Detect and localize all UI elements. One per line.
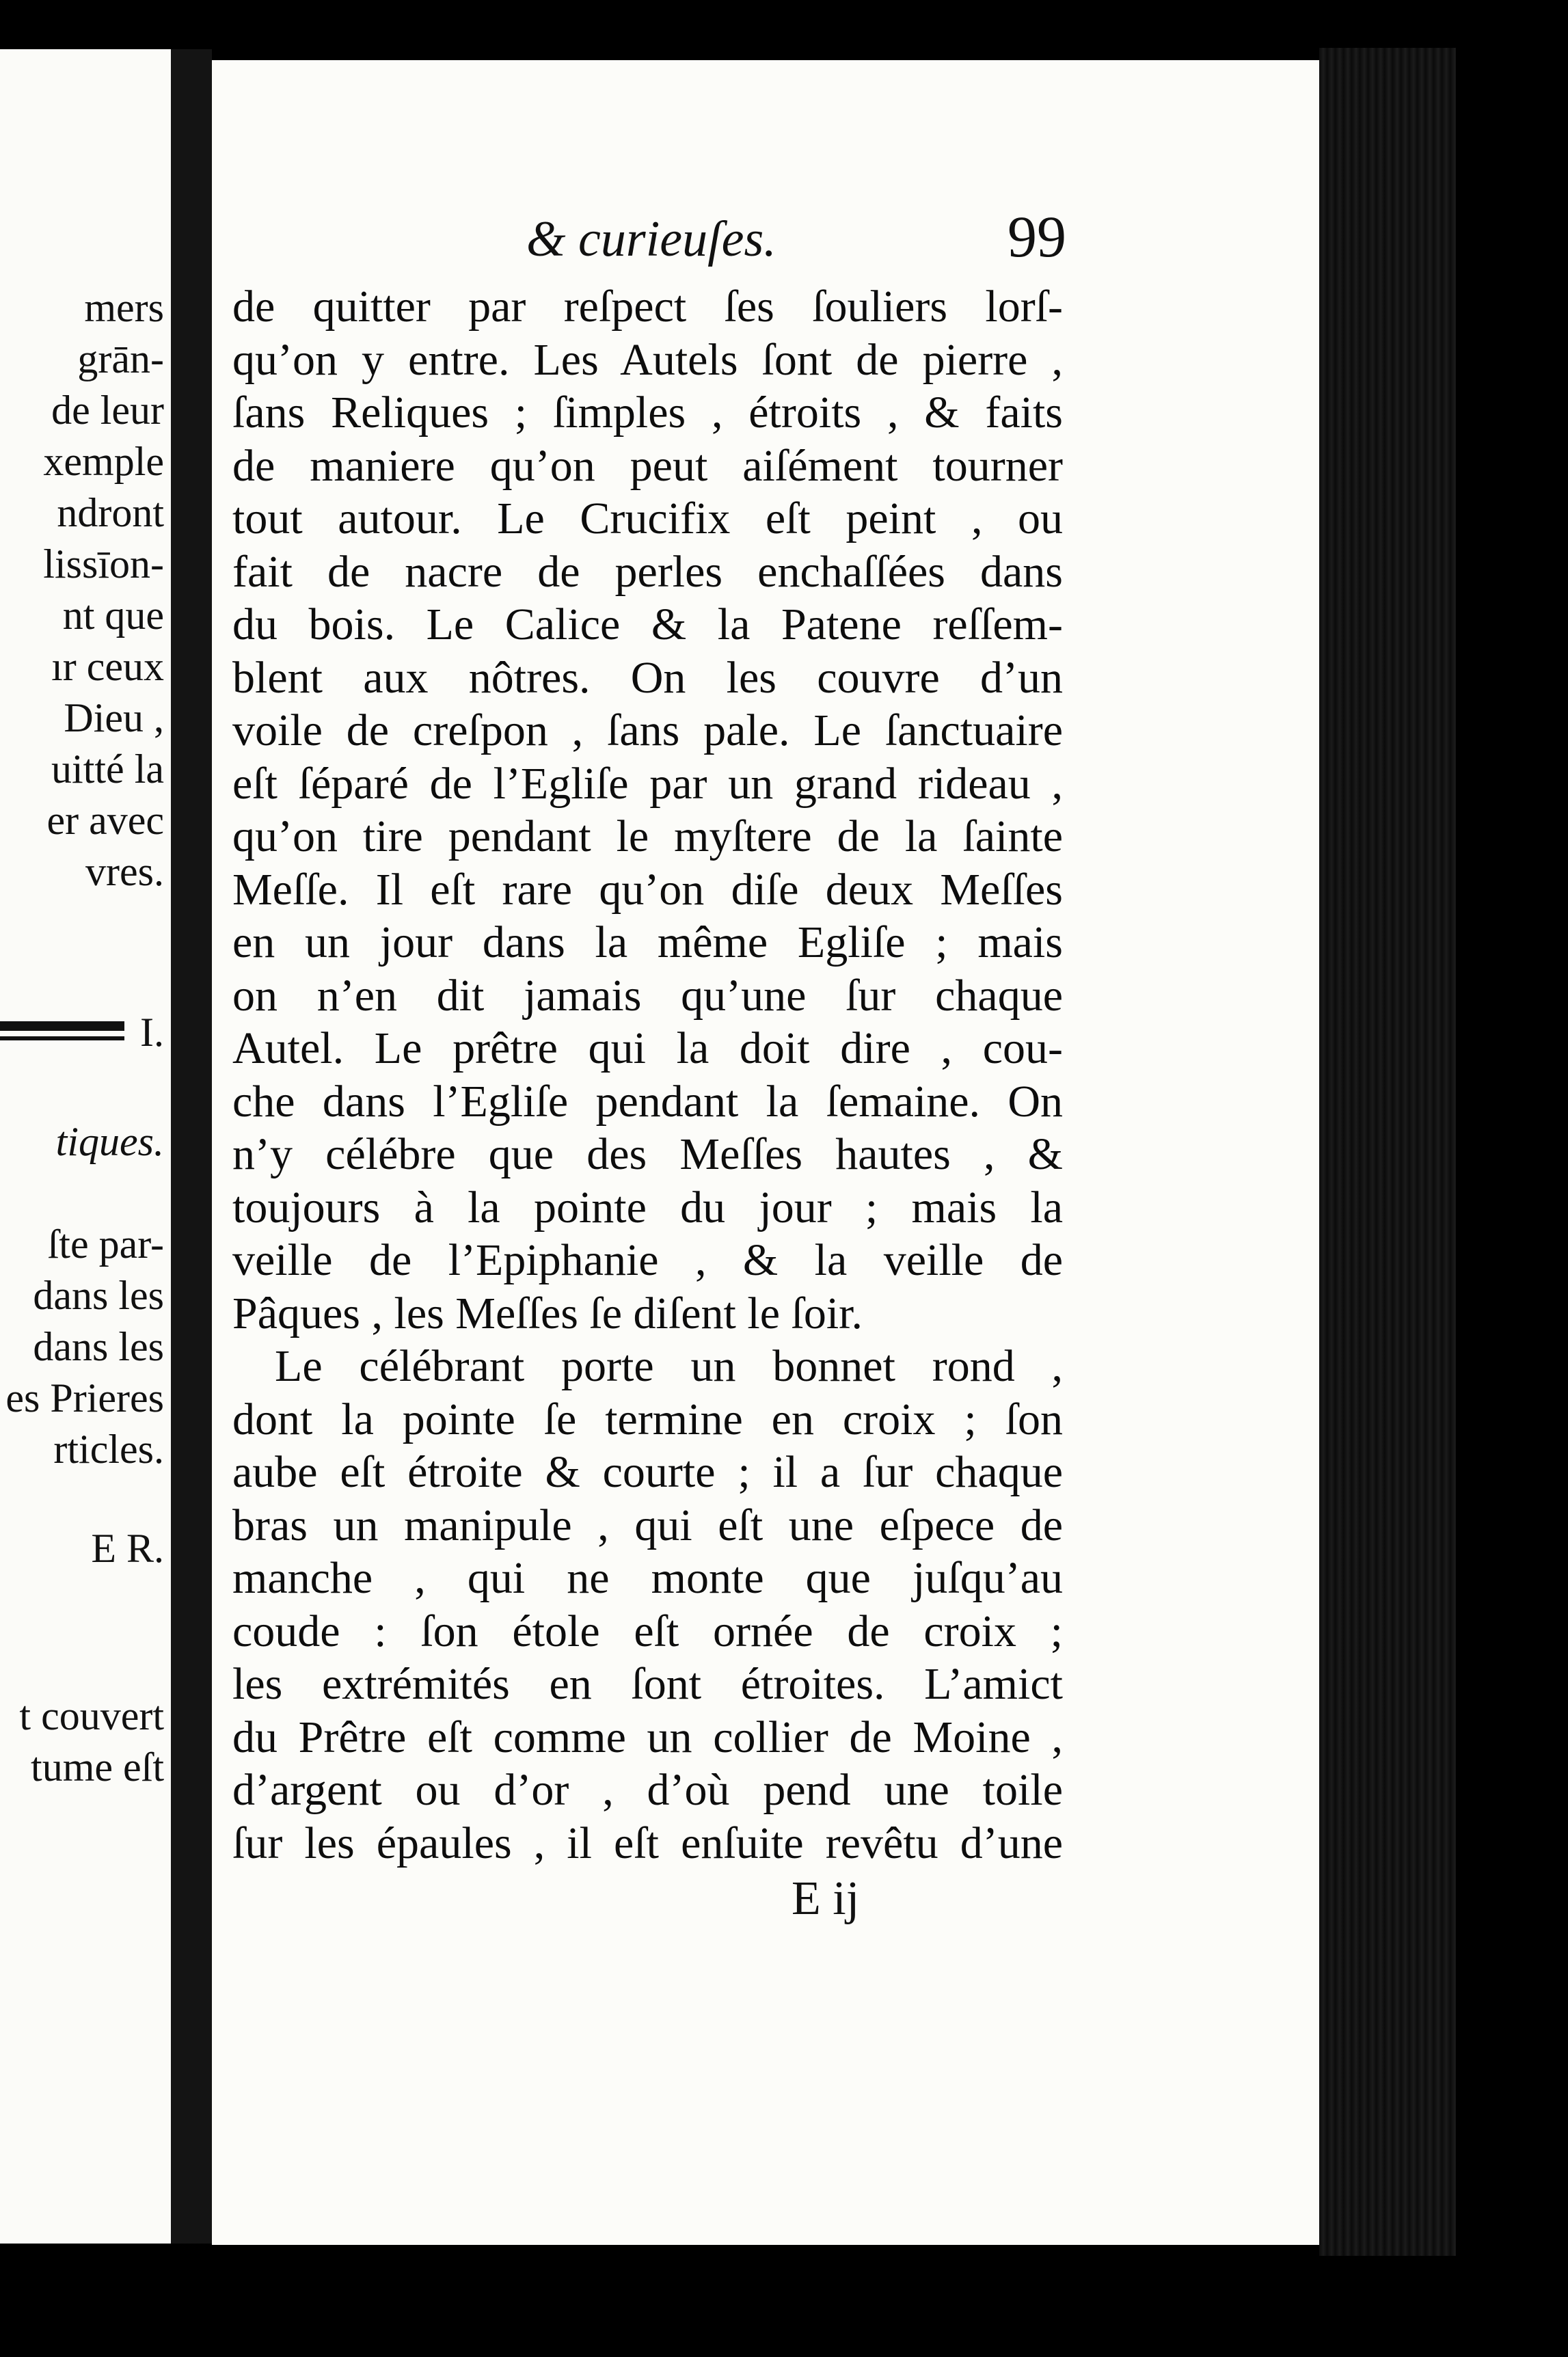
left-text-fragment: er avec	[46, 798, 164, 843]
text-line: qu’on tire pendant le myſtere de la ſainte	[232, 811, 1063, 861]
page-number: 99	[1008, 204, 1066, 269]
text-line: de quitter par reſpect ſes ſouliers lorſ-	[232, 282, 1063, 332]
text-line: dont la pointe ſe termine en croix ; ſon	[232, 1394, 1063, 1444]
left-text-fragment: I.	[140, 1010, 164, 1055]
text-line: ſans Reliques ; ſimples , étroits , & faits	[232, 388, 1063, 437]
left-text-fragment: uitté la	[51, 746, 164, 792]
left-text-fragment: lissīon-	[43, 541, 164, 587]
text-line: tout autour. Le Crucifix eſt peint , ou	[232, 494, 1063, 543]
text-line: du Prêtre eſt comme un collier de Moine ,	[232, 1712, 1063, 1762]
text-line: bras un manipule , qui eſt une eſpece de	[232, 1500, 1063, 1550]
text-line: de maniere qu’on peut aiſément tourner	[232, 440, 1063, 491]
text-line: che dans l’Egliſe pendant la ſemaine. On	[232, 1076, 1063, 1127]
text-line: qu’on y entre. Les Autels ſont de pierre ,	[232, 334, 1063, 385]
text-line: en un jour dans la même Egliſe ; mais	[232, 917, 1063, 967]
text-line: Le célébrant porte un bonnet rond ,	[275, 1341, 1063, 1391]
text-line: blent aux nôtres. On les couvre d’un	[232, 652, 1063, 703]
section-rule	[0, 1021, 124, 1040]
left-text-fragment: ndront	[57, 490, 164, 535]
text-line: manche , qui ne monte que juſqu’au	[232, 1553, 1063, 1603]
left-text-fragment: t couvert	[19, 1693, 164, 1738]
left-text-fragment: nt que	[62, 593, 164, 638]
book-gutter	[171, 49, 212, 2244]
text-line: n’y célébre que des Meſſes hautes , &	[232, 1129, 1063, 1179]
text-line: Pâques , les Meſſes ſe diſent le ſoir.	[232, 1288, 863, 1338]
text-line: coude : ſon étole eſt ornée de croix ;	[232, 1606, 1063, 1656]
text-line: Autel. Le prêtre qui la doit dire , cou-	[232, 1023, 1063, 1073]
text-line: voile de creſpon , ſans pale. Le ſanctuaire	[232, 705, 1063, 755]
running-head: & curieuſes.	[526, 211, 776, 267]
left-text-fragment: xemple	[43, 439, 164, 484]
page-header	[321, 197, 1066, 272]
text-line: ſur les épaules , il eſt enſuite revêtu d’une	[232, 1818, 1063, 1868]
text-line: veille de l’Epiphanie , & la veille de	[232, 1235, 1063, 1285]
left-page-fragment	[0, 49, 171, 2244]
text-line: d’argent ou d’or , d’où pend une toile	[232, 1765, 1063, 1815]
text-line: on n’en dit jamais qu’une ſur chaque	[232, 970, 1063, 1021]
left-text-fragment: es Prieres	[5, 1375, 164, 1420]
left-text-fragment: dans les	[33, 1324, 164, 1369]
left-text-fragment: vres.	[85, 849, 164, 894]
page-edges	[1319, 48, 1456, 2256]
signature-mark: E ij	[792, 1872, 860, 1925]
left-text-fragment: Dieu ,	[64, 695, 164, 740]
text-line: du bois. Le Calice & la Patene reſſem-	[232, 600, 1063, 649]
text-line: eſt ſéparé de l’Egliſe par un grand rideau ,	[232, 758, 1063, 809]
text-line: fait de nacre de perles enchaſſées dans	[232, 546, 1063, 597]
left-text-fragment: ſte par-	[47, 1222, 164, 1267]
text-line: aube eſt étroite & courte ; il a ſur chaque	[232, 1447, 1063, 1497]
text-line: toujours à la pointe du jour ; mais la	[232, 1182, 1063, 1233]
left-text-fragment: de leur	[51, 388, 164, 433]
left-text-fragment: tiques.	[55, 1119, 164, 1164]
body-text	[232, 280, 1063, 1870]
left-text-fragment: ır ceux	[51, 644, 164, 689]
text-line: les extrémités en ſont étroites. L’amict	[232, 1659, 1063, 1709]
left-text-fragment: mers	[84, 285, 164, 330]
left-text-fragment: grān-	[77, 336, 164, 381]
left-text-fragment: E R.	[91, 1526, 164, 1571]
left-text-fragment: dans les	[33, 1273, 164, 1318]
left-text-fragment: rticles.	[53, 1427, 164, 1472]
left-text-fragment: tume eſt	[31, 1745, 164, 1790]
text-line: Meſſe. Il eſt rare qu’on diſe deux Meſſes	[232, 864, 1063, 915]
